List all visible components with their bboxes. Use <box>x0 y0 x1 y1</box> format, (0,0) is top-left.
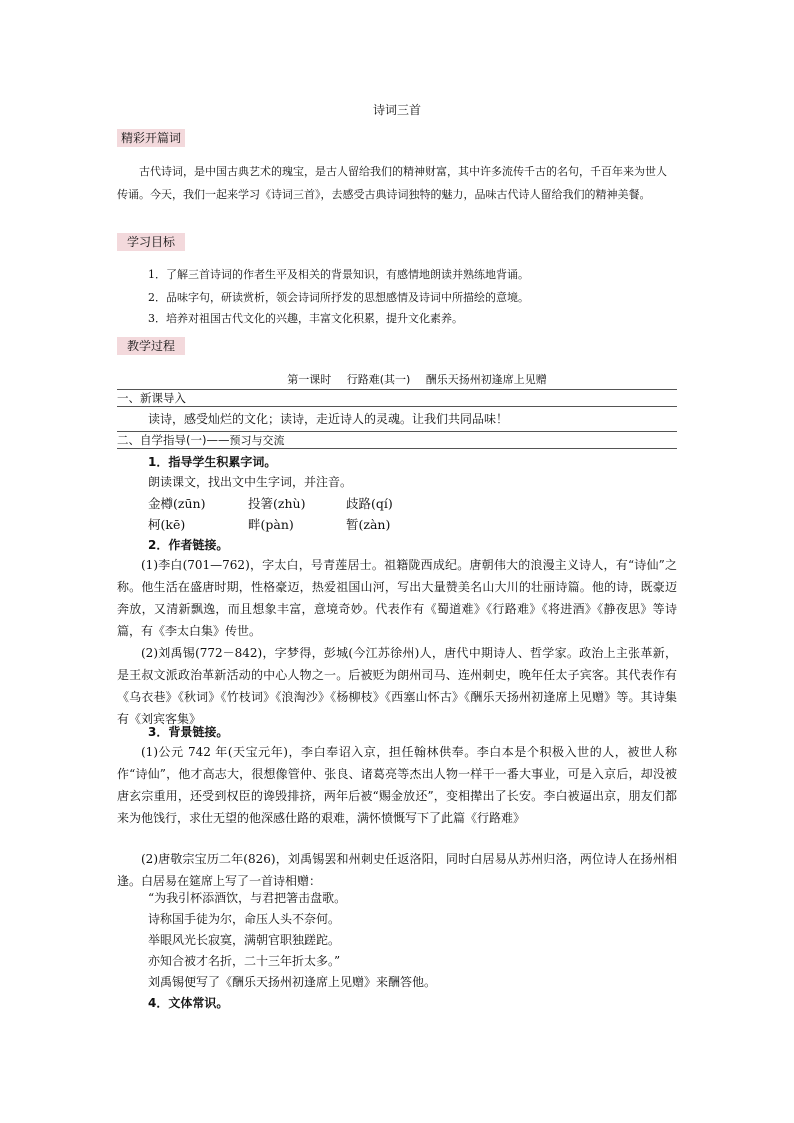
background-end: 刘禹锡便写了《酬乐天扬州初逢席上见赠》来酬答他。 <box>148 975 437 989</box>
vocab-word: 金樽(zūn) <box>148 496 206 511</box>
lesson-label: 第一课时 <box>287 373 332 386</box>
poem-line: 亦知合被才名折，二十三年折太多。” <box>148 954 341 968</box>
vocab-word: 柯(kē) <box>148 517 186 532</box>
author-liu-yuxi: (2)刘禹锡(772－842)，字梦得，彭城(今江苏徐州)人，唐代中期诗人、哲学家。政治上主张革新，是王叔文派政治革新活动的中心人物之一。后被贬为朗州司马、连州刺史，晚年任太子宾客。其代表作有《乌衣巷》《秋词》《竹枝词》《浪淘沙》《杨柳枝》《西塞山怀古》《酬乐天扬州初逢席上见赠》等。其诗集有《刘宾客集》 <box>117 646 677 726</box>
background-2: (2)唐敬宗宝历二年(826)，刘禹锡罢和州刺史任返洛阳，同时白居易从苏州归洛，两位诗人在扬州相逢。白居易在筵席上写了一首诗相赠： <box>117 852 677 888</box>
part1-text: 读诗，感受灿烂的文化；读诗，走近诗人的灵魂。让我们共同品味！ <box>148 412 509 426</box>
poem-line: 诗称国手徒为尔，命压人头不奈何。 <box>148 912 341 926</box>
item1-text: 朗读课文，找出文中生字词，并注音。 <box>148 475 353 489</box>
vocab-word: 畔(pàn) <box>248 517 294 532</box>
background-1: (1)公元 742 年(天宝元年)，李白奉诏入京，担任翰林供奉。李白本是个积极入世的人，被世人称作“诗仙”，他才高志大，很想像管仲、张良、诸葛亮等杰出人物一样干一番大事业，可是入京后，却没被唐玄宗重用，还受到权臣的谗毁排挤，两年后被“赐金放还”，变相撵出了长安。李白被逼出京，朋友们都来为他饯行，求仕无望的他深感仕路的艰难，满怀愤慨写下了此篇《行路难》 <box>117 745 677 825</box>
goal-item: 2．品味字句，研读赏析，领会诗词所抒发的思想感情及诗词中所描绘的意境。 <box>148 291 529 304</box>
section-tag-process: 教学过程 <box>117 337 185 355</box>
page-title: 诗词三首 <box>372 103 421 117</box>
goal-item: 1．了解三首诗词的作者生平及相关的背景知识，有感情地朗读并熟练地背诵。 <box>148 268 529 281</box>
item1-title: 1．指导学生积累字词。 <box>148 455 277 469</box>
author-li-bai: (1)李白(701—762)，字太白，号青莲居士。祖籍陇西成纪。唐朝伟大的浪漫主义诗人，有“诗仙”之称。他生活在盛唐时期，性格豪迈，热爱祖国山河，写出大量赞美名山大川的壮丽诗篇。他的诗，既豪迈奔放，又清新飘逸，而且想象丰富，意境奇妙。代表作有《蜀道难》《行路难》《将进酒》《静夜思》等诗篇，有《李太白集》传世。 <box>117 558 677 638</box>
item3-title: 3．背景链接。 <box>148 725 229 739</box>
poem-line: “为我引杯添酒饮，与君把箸击盘歌。 <box>148 891 347 905</box>
part-heading-1: 一、新课导入 <box>117 389 677 407</box>
item2-title: 2．作者链接。 <box>148 538 229 552</box>
vocab-word: 歧路(qí) <box>346 496 393 511</box>
goal-item: 3．培养对祖国古代文化的兴趣，丰富文化积累，提升文化素养。 <box>148 312 463 325</box>
item4-title: 4．文体常识。 <box>148 996 229 1010</box>
vocab-word: 投箸(zhù) <box>248 496 306 511</box>
poem-line: 举眼风光长寂寞，满朝官职独蹉跎。 <box>148 933 341 947</box>
lesson-poem-1: 行路难(其一) <box>346 373 411 386</box>
section-tag-intro: 精彩开篇词 <box>117 129 185 147</box>
intro-paragraph: 古代诗词，是中国古典艺术的瑰宝，是古人留给我们的精神财富，其中许多流传千古的名句，千百年来为世人传诵。今天，我们一起来学习《诗词三首》，去感受古典诗词独特的魅力，品味古代诗人留给我们的精神美餐。 <box>117 165 667 201</box>
part2-heading-sub: 预习与交流 <box>229 434 285 447</box>
part-heading-2 <box>117 431 677 449</box>
section-tag-goals: 学习目标 <box>117 233 185 251</box>
lesson-title <box>117 371 717 387</box>
vocab-word: 暂(zàn) <box>346 517 391 532</box>
lesson-poem-2: 酬乐天扬州初逢席上见赠 <box>425 373 547 386</box>
part2-heading-main: 二、自学指导(一)—— <box>117 433 230 447</box>
